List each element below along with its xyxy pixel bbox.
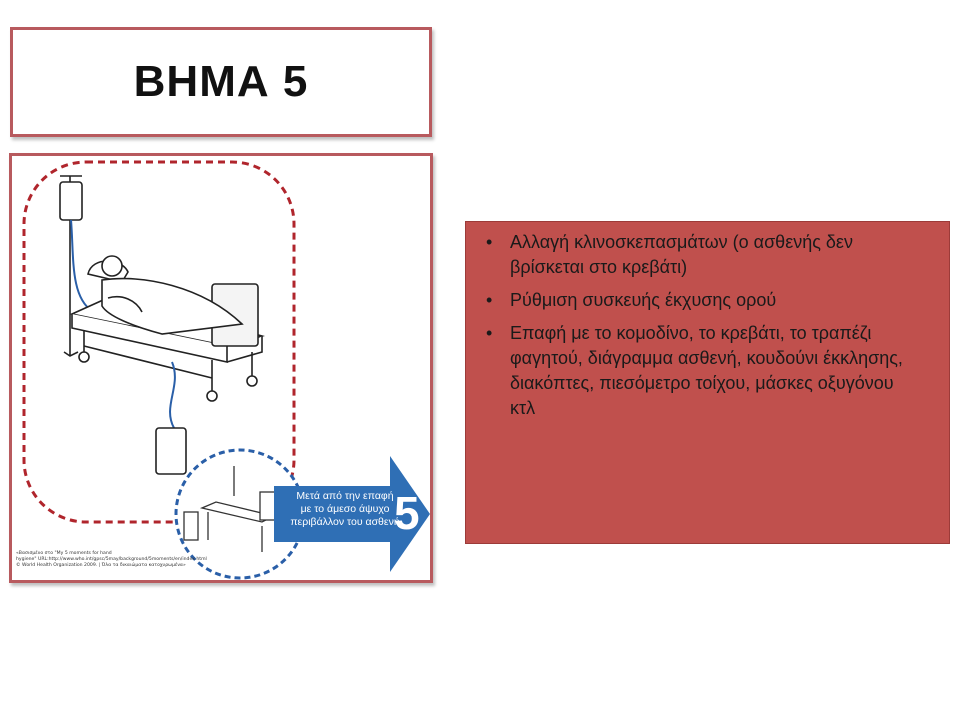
bullet-item bbox=[486, 288, 923, 313]
credit-line1: «Βασισμένο στο "My 5 moments for hand bbox=[16, 551, 112, 556]
bullet-text: Ρύθμιση συσκευής έκχυσης ορού bbox=[510, 290, 777, 310]
moment-number: 5 bbox=[394, 487, 420, 539]
bullet-item bbox=[486, 321, 923, 421]
title-box bbox=[10, 27, 432, 137]
credit-line3: © World Health Organization 2009. | Όλα τα δικαιώματα κατοχυρωμένα» bbox=[16, 563, 186, 568]
drainage-bag bbox=[156, 362, 186, 474]
arrow-caption-line1: Μετά από την επαφή bbox=[296, 490, 394, 502]
bullet-marker: • bbox=[486, 323, 493, 343]
bullet-marker: • bbox=[486, 232, 493, 252]
who-moment-5-illustration bbox=[9, 153, 433, 583]
bullet-text: Αλλαγή κλινοσκεπασμάτων (ο ασθενής δεν βρίσκεται στο κρεβάτι) bbox=[510, 232, 853, 277]
bullet-item bbox=[486, 230, 923, 280]
arrow-caption-line3: περιβάλλον του ασθενή bbox=[290, 516, 400, 528]
bullet-text: Επαφή με το κομοδίνο, το κρεβάτι, το τραπέζι φαγητού, διάγραμμα ασθενή, κουδούνι έκκλησης, διακόπτες, πιεσόμετρο τοίχου, μάσκες οξυγόνου κτλ bbox=[510, 323, 903, 418]
slide-title: ΒΗΜΑ 5 bbox=[133, 57, 309, 106]
bullet-marker: • bbox=[486, 290, 493, 310]
credit-line2: hygiene" URL:http://www.who.int/gpsc/5may/background/5moments/en/index.html bbox=[16, 557, 207, 562]
bullet-box bbox=[465, 221, 950, 544]
arrow-caption-line2: με το άμεσο άψυχο bbox=[300, 503, 390, 515]
bullet-list bbox=[466, 222, 949, 421]
